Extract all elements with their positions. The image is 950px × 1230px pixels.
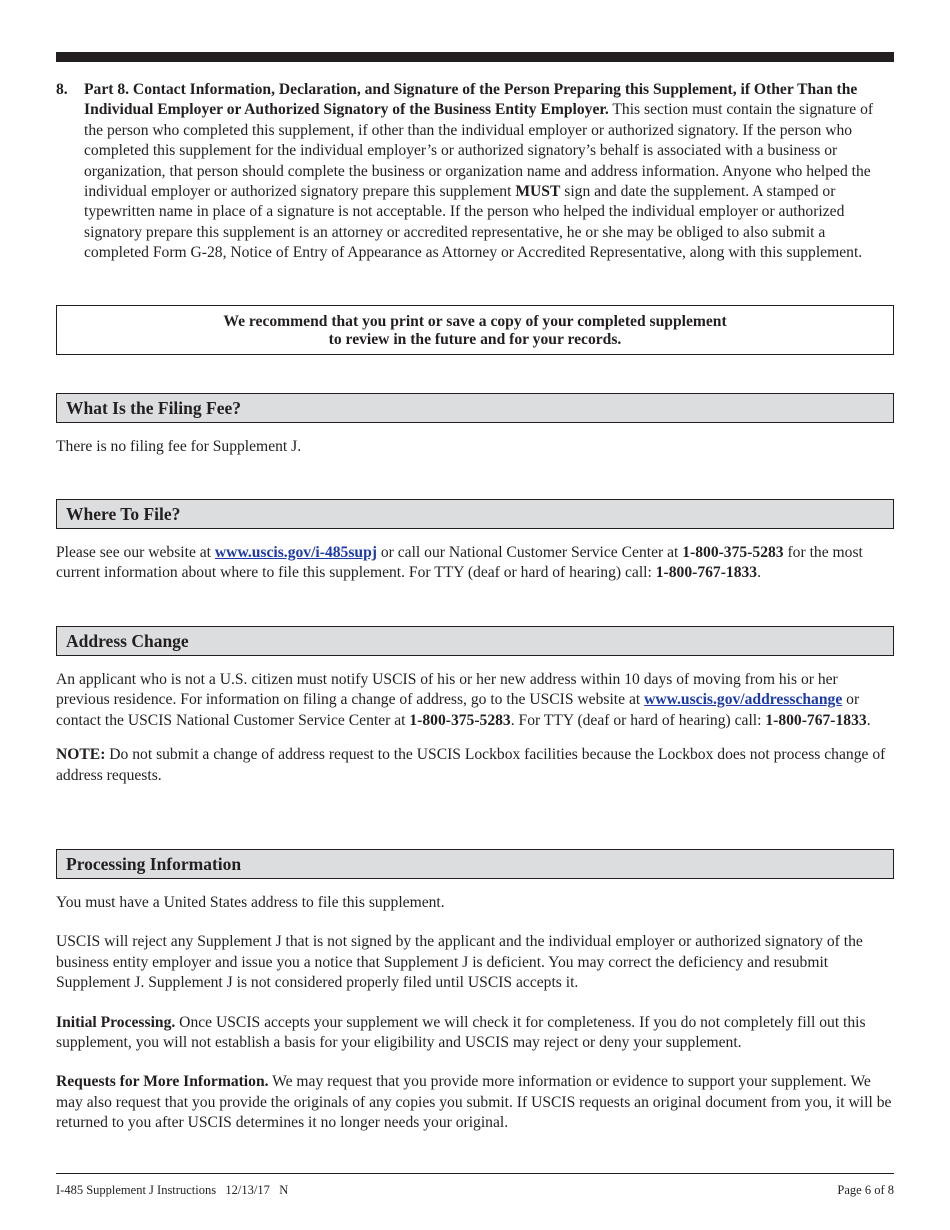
where-to-file-title: Where To File? bbox=[66, 504, 181, 524]
must-emphasis: MUST bbox=[515, 183, 561, 201]
item-number: 8. bbox=[56, 81, 68, 98]
where-text-1: Please see our website at bbox=[56, 544, 215, 561]
requests-text: We may request that you provide more information or evidence to support your supplement. We may also request that you provide the originals of any copies you submit. If USCIS requests an original document from you, it will be returned to you after USCIS determines it no longer needs your original. bbox=[56, 1073, 892, 1132]
recommend-line-1: We recommend that you print or save a copy of your completed supplement bbox=[223, 313, 727, 330]
filing-fee-text: There is no filing fee for Supplement J. bbox=[56, 438, 302, 455]
processing-section bbox=[56, 893, 894, 1134]
tty-phone: 1-800-767-1833 bbox=[655, 564, 758, 582]
part8-heading: Part 8. Contact Information, Declaration, and Signature of the Person Preparing this Supplement, if Other Than the Individual Employer or Authorized Signatory of the Business Entity Employer. bbox=[84, 81, 858, 119]
where-text-3: for the most current information about where to file this supplement. For TTY (deaf or hard of hearing) call: bbox=[56, 544, 863, 582]
part8-text-1: This section must contain the signature of the person who completed this supplement, if other than the individual employer or authorized signatory. If the person who completed this supplement for the individual employer’s or authorized signatory’s behalf is associated with a business or organization, that person should complete the business or organization name and address information. Anyone who helped the individual employer or authorized signatory prepare this supplement bbox=[84, 101, 874, 201]
top-rule bbox=[56, 52, 894, 62]
ncsc-phone: 1-800-375-5283 bbox=[409, 711, 511, 729]
address-change-title: Address Change bbox=[66, 631, 189, 651]
note-label: NOTE: bbox=[56, 746, 106, 764]
part8-text-2: sign and date the supplement. A stamped or typewritten name in place of a signature is not acceptable. If the person who helped the individual employer or authorized signatory prepare this supplement is an attorney or accredited representative, he or she may be obliged to also submit a completed Form G-28, Notice of Entry of Appearance as Attorney or Accredited Representative, along with this supplement. bbox=[84, 183, 863, 262]
initial-processing-paragraph bbox=[56, 1013, 894, 1054]
i485supj-link[interactable]: www.uscis.gov/i-485supj bbox=[214, 544, 377, 561]
processing-paragraph-2: USCIS will reject any Supplement J that is not signed by the applicant and the individual employer or authorized signatory of the business entity employer and issue you a notice that Supplement J is deficient. You may correct the deficiency and resubmit Supplement J. Supplement J is not considered properly filed until USCIS accepts it. bbox=[56, 933, 863, 992]
tty-phone: 1-800-767-1833 bbox=[765, 711, 867, 729]
recommend-line-2: to review in the future and for your records. bbox=[328, 331, 622, 348]
filing-fee-title: What Is the Filing Fee? bbox=[66, 398, 241, 418]
footer-rule bbox=[56, 1173, 894, 1174]
address-change-section bbox=[56, 670, 894, 786]
address-change-text bbox=[56, 670, 894, 731]
filing-fee-section bbox=[56, 437, 894, 457]
where-to-file-section bbox=[56, 543, 894, 584]
address-text-1: An applicant who is not a U.S. citizen must notify USCIS of his or her new address within 10 days of moving from his or her previous residence. For information on filing a change of address, go to the USCIS website at bbox=[56, 671, 838, 709]
where-text-4: . bbox=[757, 564, 762, 582]
initial-processing-text: Once USCIS accepts your supplement we will check it for completeness. If you do not completely fill out this supplement, you will not establish a basis for your eligibility and USCIS may reject or deny your supplement. bbox=[56, 1013, 866, 1052]
address-text-2: or contact the USCIS National Customer Service Center at bbox=[56, 691, 860, 729]
address-note bbox=[56, 745, 894, 786]
processing-header bbox=[56, 849, 894, 879]
addresschange-link[interactable]: www.uscis.gov/addresschange bbox=[644, 691, 843, 709]
filing-fee-header bbox=[56, 393, 894, 423]
where-to-file-text bbox=[56, 543, 894, 584]
address-text-4: . bbox=[866, 711, 871, 729]
processing-title: Processing Information bbox=[66, 854, 242, 874]
part8-item bbox=[56, 80, 894, 264]
requests-label: Requests for More Information. bbox=[56, 1073, 269, 1091]
footer-form-id: I-485 Supplement J Instructions 12/13/17 N bbox=[56, 1183, 289, 1197]
address-text-3: . For TTY (deaf or hard of hearing) call: bbox=[510, 711, 766, 729]
ncsc-phone: 1-800-375-5283 bbox=[682, 544, 784, 561]
processing-paragraph-1: You must have a United States address to file this supplement. bbox=[56, 894, 445, 911]
where-to-file-header bbox=[56, 499, 894, 529]
where-text-2: or call our National Customer Service Center at bbox=[376, 544, 683, 561]
requests-paragraph bbox=[56, 1072, 894, 1133]
address-change-header bbox=[56, 626, 894, 656]
footer-page-number: Page 6 of 8 bbox=[837, 1183, 894, 1197]
note-text: Do not submit a change of address request to the USCIS Lockbox facilities because the Lockbox does not process change of address requests. bbox=[56, 746, 886, 784]
recommend-box bbox=[56, 305, 894, 355]
initial-processing-label: Initial Processing. bbox=[56, 1013, 176, 1031]
part8-paragraph bbox=[84, 80, 894, 264]
